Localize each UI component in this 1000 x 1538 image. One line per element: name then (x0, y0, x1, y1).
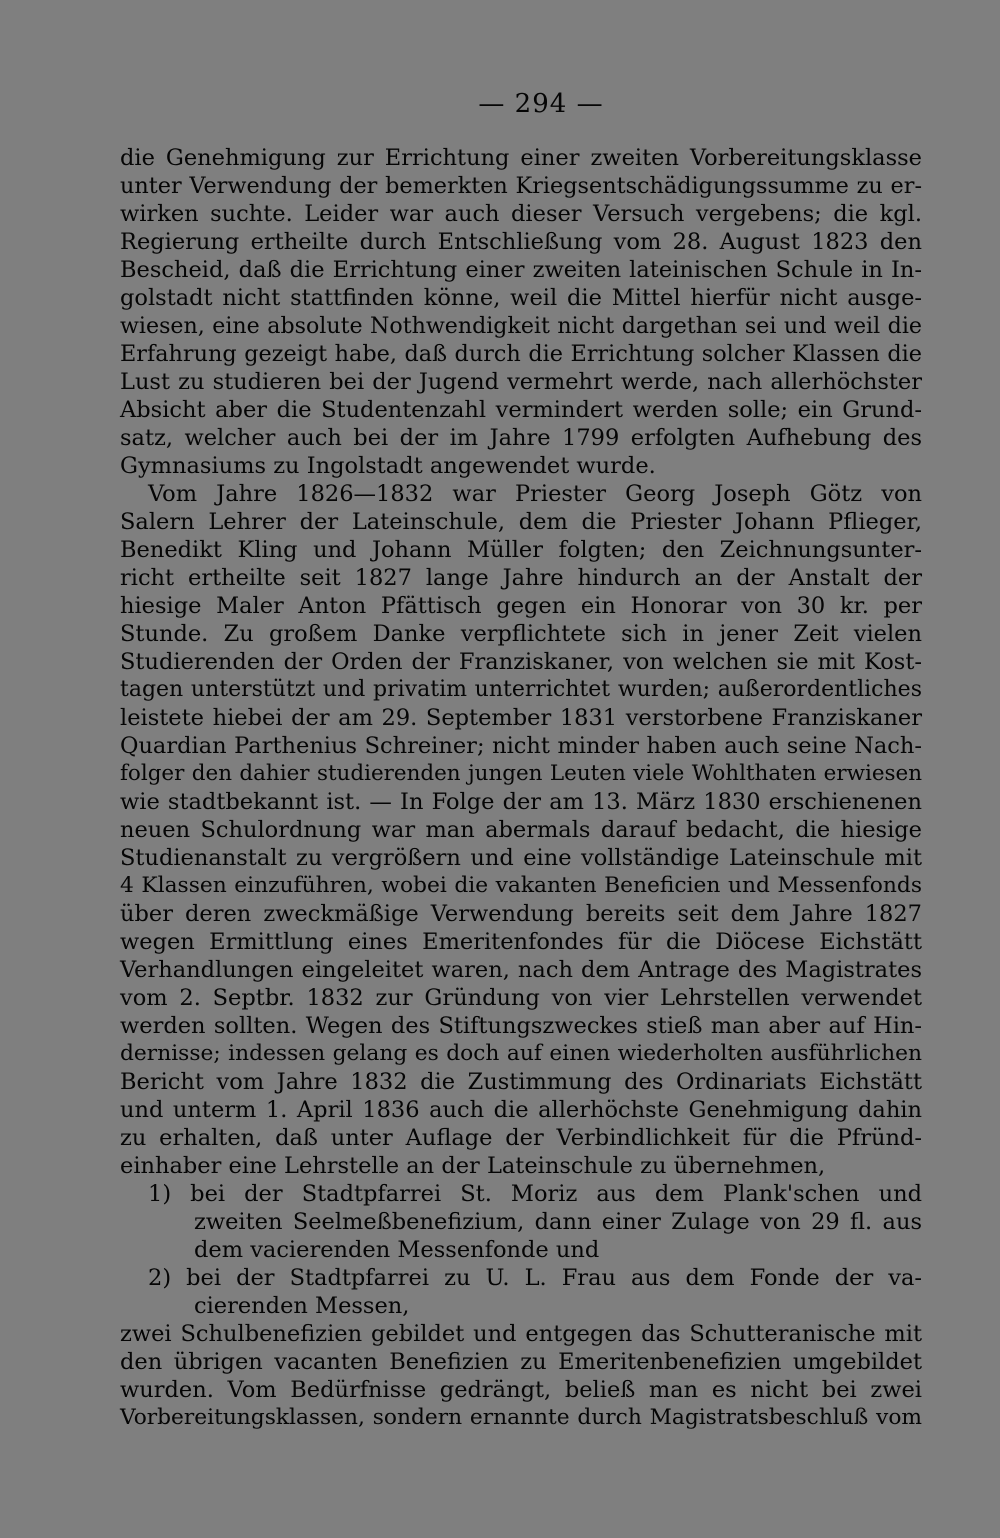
text-line: richt ertheilte seit 1827 lange Jahre hindurch an der Anstalt der (120, 565, 922, 591)
text-line: Bescheid, daß die Errichtung einer zweiten lateinischen Schule in In- (120, 257, 922, 283)
text-line: über deren zweckmäßige Verwendung bereits seit dem Jahre 1827 (120, 901, 922, 927)
text-line: unter Verwendung der bemerkten Kriegsentschädigungssumme zu er- (120, 173, 922, 199)
text-line: zwei Schulbenefizien gebildet und entgegen das Schutteranische mit (120, 1321, 922, 1347)
text-line: wegen Ermittlung eines Emeritenfondes für die Diöcese Eichstätt (120, 929, 922, 955)
text-line: einhaber eine Lehrstelle an der Lateinschule zu übernehmen, (120, 1153, 826, 1179)
text-line: wurden. Vom Bedürfnisse gedrängt, beließ man es nicht bei zwei (120, 1377, 922, 1403)
text-line: Benedikt Kling und Johann Müller folgten; den Zeichnungsunter- (120, 537, 922, 563)
text-line: cierenden Messen, (194, 1293, 410, 1319)
text-line: Gymnasiums zu Ingolstadt angewendet wurde. (120, 453, 656, 479)
text-line: den übrigen vacanten Benefizien zu Emeritenbenefizien umgebildet (120, 1349, 922, 1375)
text-line: Regierung ertheilte durch Entschließung vom 28. August 1823 den (120, 229, 922, 255)
text-line: Vom Jahre 1826—1832 war Priester Georg Joseph Götz von (148, 481, 922, 507)
text-line: wiesen, eine absolute Nothwendigkeit nicht dargethan sei und weil die (120, 313, 922, 339)
text-line: tagen unterstützt und privatim unterrichtet wurden; außerordentliches (120, 677, 922, 702)
text-line: dem vacierenden Messenfonde und (194, 1237, 600, 1263)
text-line: Salern Lehrer der Lateinschule, dem die Priester Johann Pflieger, (120, 509, 922, 535)
text-line: Vorbereitungsklassen, sondern ernannte durch Magistratsbeschluß vom (120, 1405, 922, 1430)
text-line: Absicht aber die Studentenzahl vermindert werden solle; ein Grund- (120, 397, 922, 423)
text-line: Bericht vom Jahre 1832 die Zustimmung des Ordinariats Eichstätt (120, 1069, 922, 1095)
text-line: Studienanstalt zu vergrößern und eine vollständige Lateinschule mit (120, 845, 922, 871)
text-line: golstadt nicht stattfinden könne, weil die Mittel hierfür nicht ausge- (120, 285, 922, 311)
text-line: satz, welcher auch bei der im Jahre 1799 erfolgten Aufhebung des (120, 425, 922, 451)
text-line: vom 2. Septbr. 1832 zur Gründung von vier Lehrstellen verwendet (120, 985, 922, 1011)
text-line: 2) bei der Stadtpfarrei zu U. L. Frau aus dem Fonde der va- (148, 1265, 922, 1291)
text-line: und unterm 1. April 1836 auch die allerhöchste Genehmigung dahin (120, 1097, 922, 1123)
text-line: die Genehmigung zur Errichtung einer zweiten Vorbereitungsklasse (120, 145, 922, 171)
text-line: zweiten Seelmeßbenefizium, dann einer Zulage von 29 fl. aus (194, 1209, 922, 1235)
text-line: Stunde. Zu großem Danke verpflichtete sich in jener Zeit vielen (120, 621, 922, 647)
text-line: Verhandlungen eingeleitet waren, nach dem Antrage des Magistrates (120, 957, 922, 983)
text-line: Lust zu studieren bei der Jugend vermehrt werde, nach allerhöchster (120, 369, 922, 395)
text-line: Erfahrung gezeigt habe, daß durch die Errichtung solcher Klassen die (120, 341, 922, 367)
text-line: 4 Klassen einzuführen, wobei die vakanten Beneficien und Messenfonds (120, 873, 922, 898)
text-line: 1) bei der Stadtpfarrei St. Moriz aus dem Plank'schen und (148, 1181, 922, 1207)
body-text (120, 144, 922, 1432)
text-line: dernisse; indessen gelang es doch auf einen wiederholten ausführlichen (120, 1041, 922, 1066)
text-line: folger den dahier studierenden jungen Leuten viele Wohlthaten erwiesen (120, 761, 922, 786)
text-line: zu erhalten, daß unter Auflage der Verbindlichkeit für die Pfründ- (120, 1125, 922, 1151)
book-page (120, 88, 922, 1432)
text-line: wirken suchte. Leider war auch dieser Versuch vergebens; die kgl. (120, 201, 922, 227)
text-line: Quardian Parthenius Schreiner; nicht minder haben auch seine Nach- (120, 733, 922, 759)
text-line: leistete hiebei der am 29. September 1831 verstorbene Franziskaner (120, 705, 922, 731)
text-line: Studierenden der Orden der Franziskaner, von welchen sie mit Kost- (120, 649, 922, 675)
text-line: neuen Schulordnung war man abermals darauf bedacht, die hiesige (120, 817, 922, 843)
text-line: werden sollten. Wegen des Stiftungszweckes stieß man aber auf Hin- (120, 1013, 922, 1039)
page-number: — 294 — (478, 89, 604, 119)
text-line: hiesige Maler Anton Pfättisch gegen ein Honorar von 30 kr. per (120, 593, 922, 619)
text-line: wie stadtbekannt ist. — In Folge der am 13. März 1830 erschienenen (120, 789, 922, 815)
